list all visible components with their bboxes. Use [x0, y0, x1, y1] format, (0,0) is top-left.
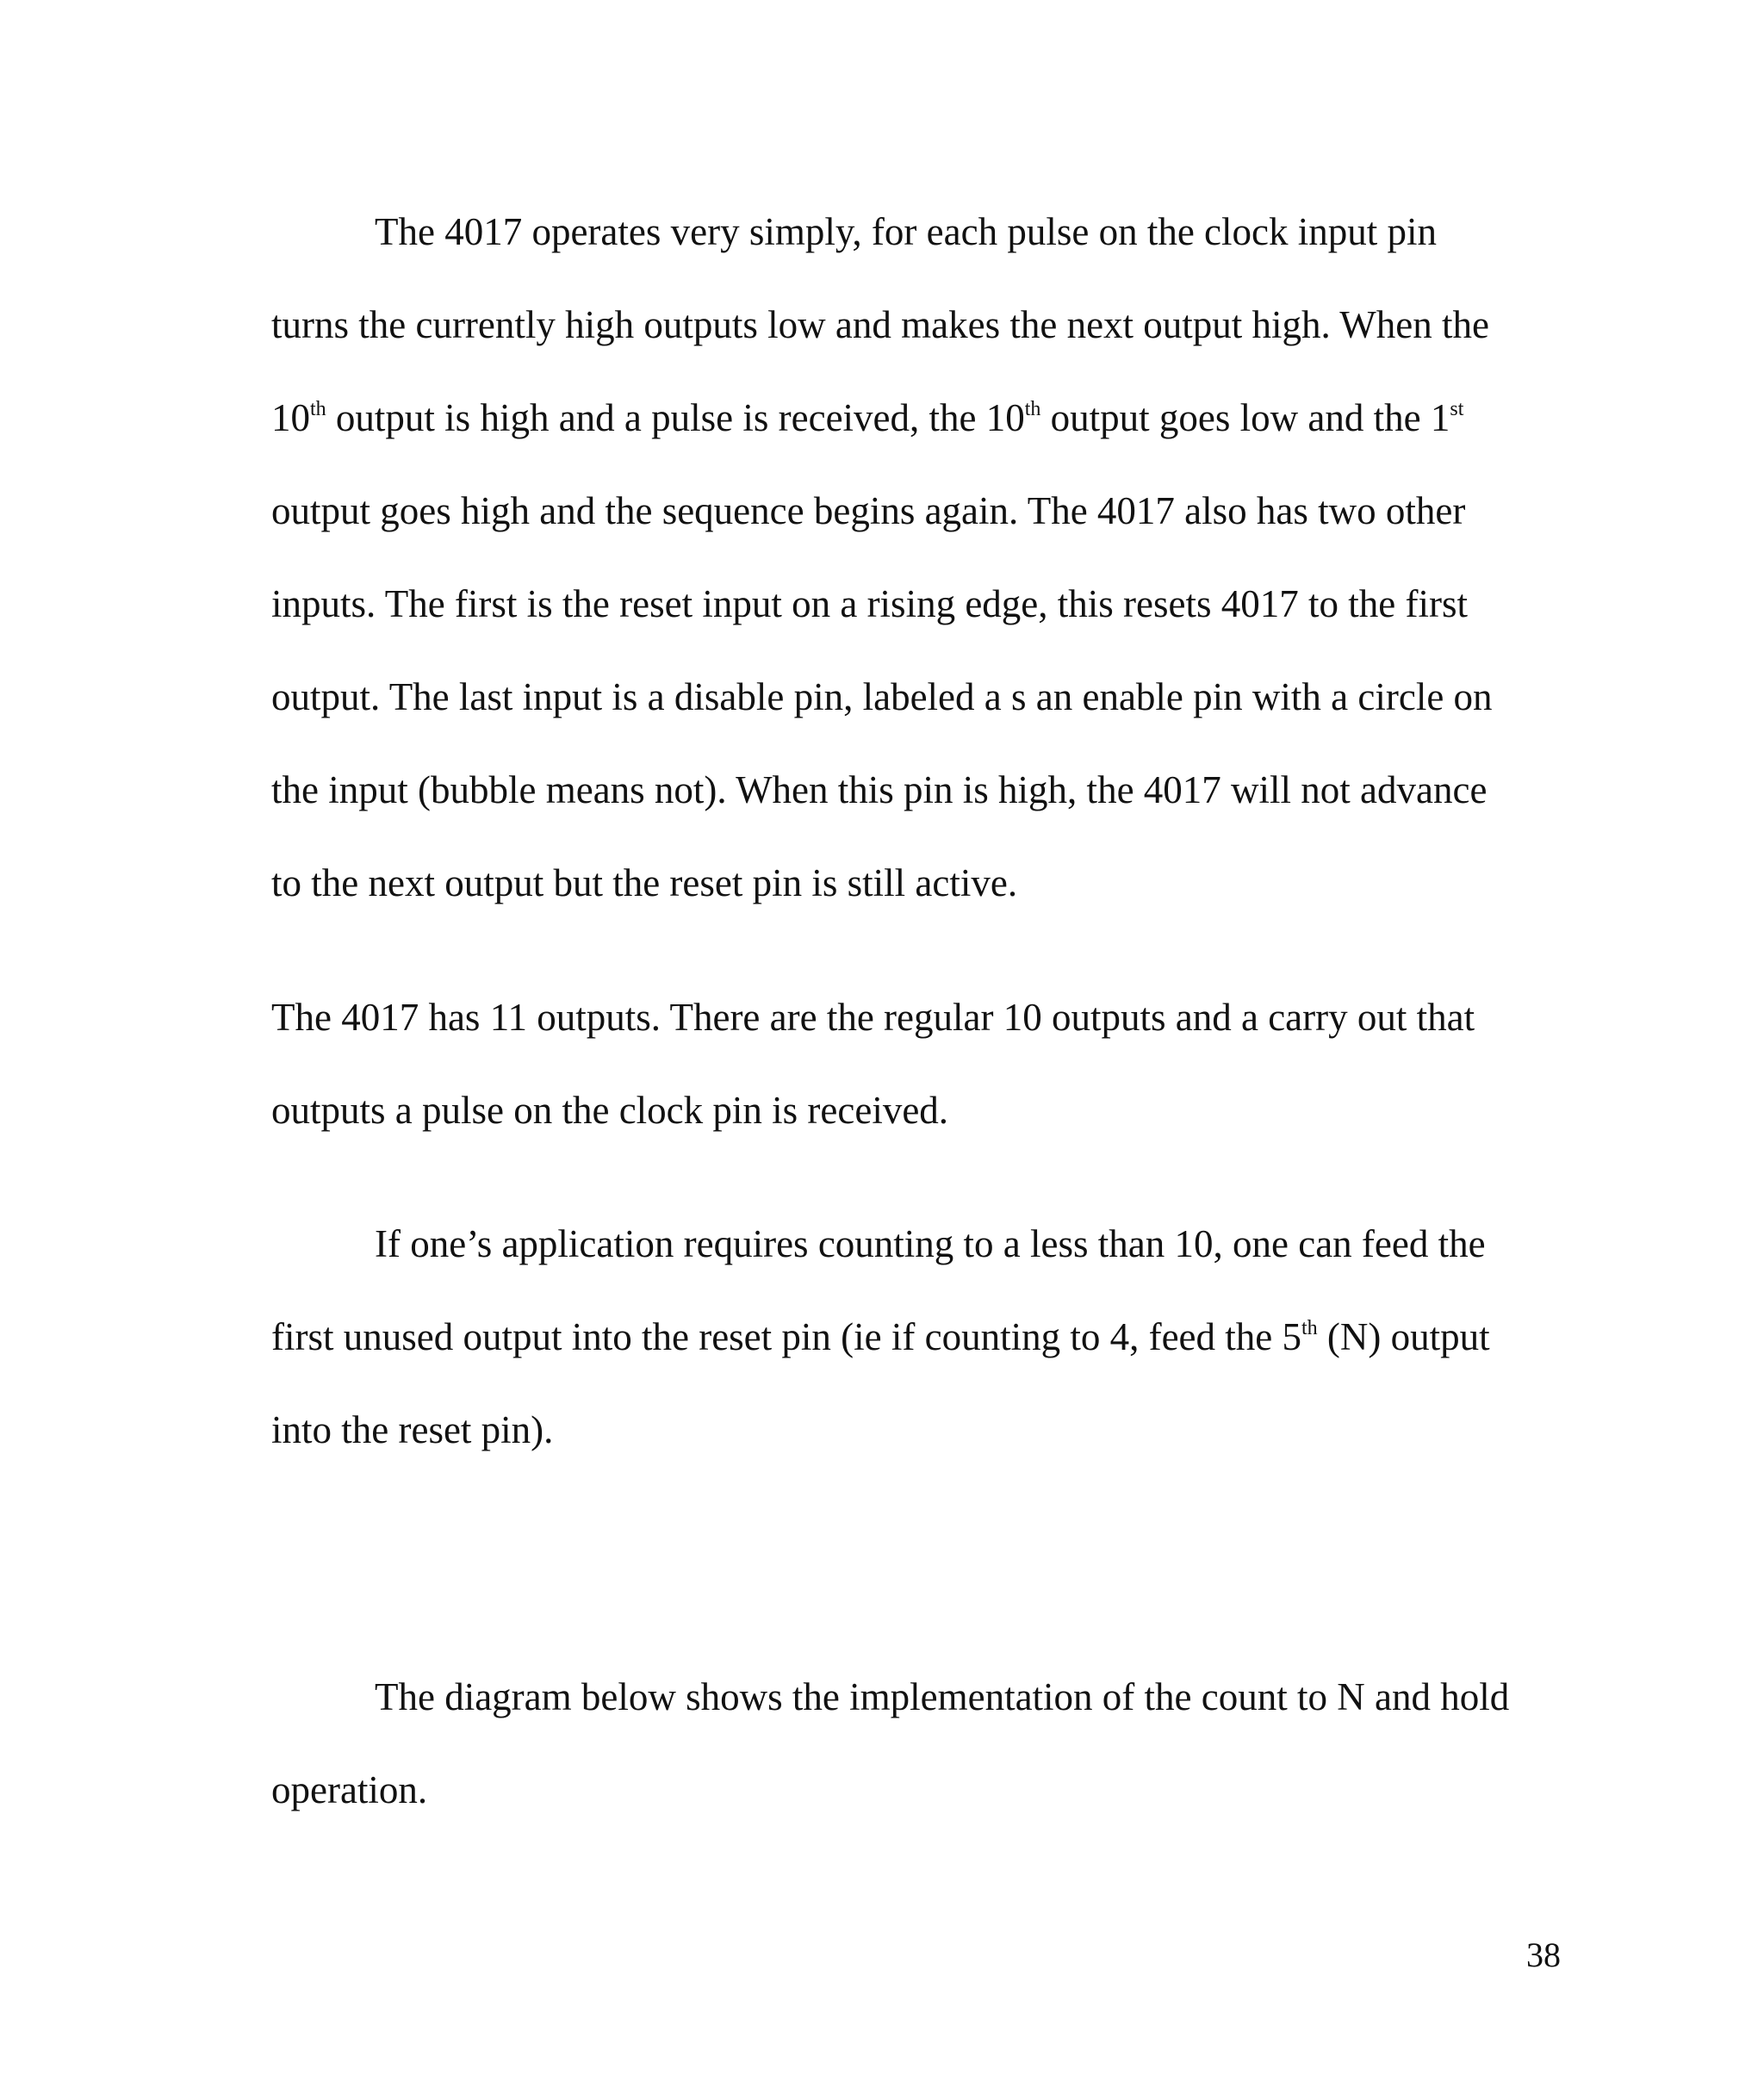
paragraph-2-line-2: outputs a pulse on the clock pin is received. [271, 1089, 949, 1132]
paragraph-3-line-2: first unused output into the reset pin (ie if counting to 4, feed the 5th (N) output [271, 1315, 1490, 1358]
superscript-th: th [1301, 1317, 1318, 1339]
superscript-th: th [1024, 398, 1041, 420]
paragraph-3-line-3: into the reset pin). [271, 1408, 554, 1451]
paragraph-3-line-1: If one’s application requires counting to a less than 10, one can feed the [375, 1222, 1486, 1265]
paragraph-1-line-2: turns the currently high outputs low and makes the next output high. When the [271, 303, 1489, 346]
paragraph-1-line-3: 10th output is high and a pulse is received, the 10th output goes low and the 1st [271, 396, 1464, 439]
paragraph-2-line-1: The 4017 has 11 outputs. There are the regular 10 outputs and a carry out that [271, 996, 1475, 1039]
superscript-st: st [1450, 398, 1464, 420]
page-number: 38 [1526, 1935, 1561, 1974]
paragraph-1-line-5: inputs. The first is the reset input on a rising edge, this resets 4017 to the first [271, 582, 1468, 625]
paragraph-1-line-4: output goes high and the sequence begins again. The 4017 also has two other [271, 489, 1466, 532]
superscript-th: th [310, 398, 326, 420]
paragraph-4-line-2: operation. [271, 1768, 428, 1811]
paragraph-1-line-1: The 4017 operates very simply, for each pulse on the clock input pin [375, 210, 1437, 253]
paragraph-1-line-7: the input (bubble means not). When this pin is high, the 4017 will not advance [271, 768, 1488, 811]
paragraph-1-line-8: to the next output but the reset pin is still active. [271, 861, 1018, 904]
paragraph-1-line-6: output. The last input is a disable pin, labeled a s an enable pin with a circle on [271, 675, 1493, 718]
paragraph-4-line-1: The diagram below shows the implementation of the count to N and hold [375, 1675, 1510, 1718]
